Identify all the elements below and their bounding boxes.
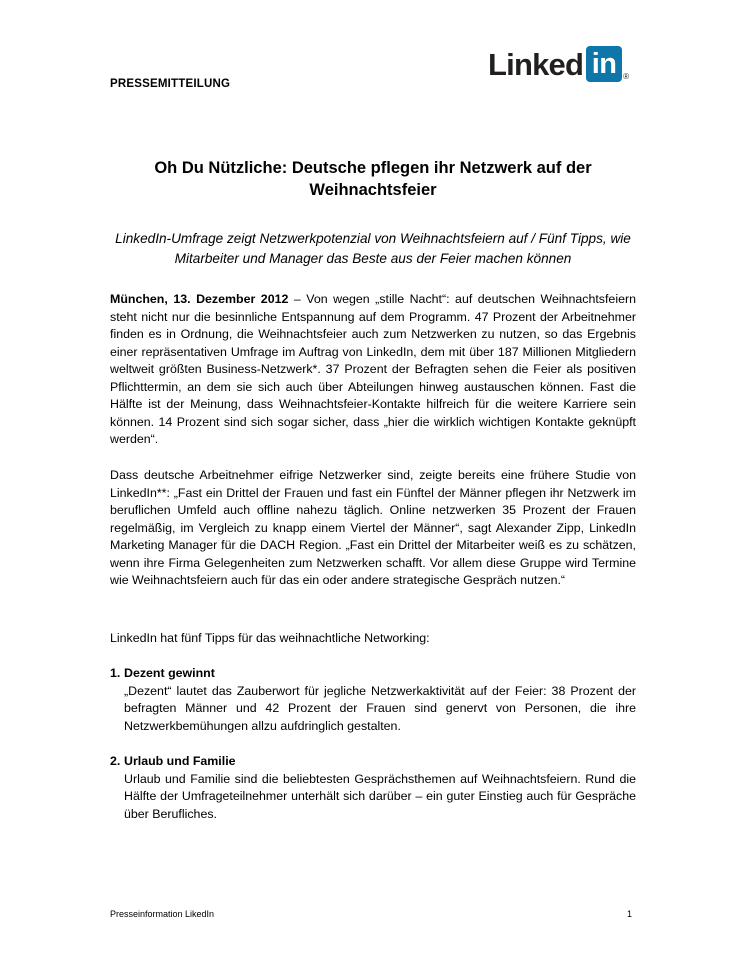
- tip-item: [110, 665, 636, 735]
- tip-body: „Dezent“ lautet das Zauberwort für jegliche Netzwerkaktivität auf der Feier: 38 Prozent der befragten Männer und 42 Prozent der Frauen sind genervt von Personen, die ihre Netzwerkbemühungen allzu aufdringlich gestalten.: [124, 683, 636, 733]
- tip-item: [110, 753, 636, 823]
- tip-heading-row: [110, 665, 636, 683]
- document-label: PRESSEMITTEILUNG: [110, 78, 231, 90]
- logo-wordmark: Linked: [488, 47, 584, 82]
- tips-intro: LinkedIn hat fünf Tipps für das weihnachtliche Networking:: [110, 631, 430, 645]
- tip-heading: Dezent gewinnt: [124, 666, 215, 680]
- page-title: Oh Du Nützliche: Deutsche pflegen ihr Netzwerk auf der Weihnachtsfeier: [154, 159, 592, 199]
- logo-in-box: in: [586, 46, 622, 82]
- page-number: 1: [627, 909, 633, 919]
- tip-body: Urlaub und Familie sind die beliebtesten Gesprächsthemen auf Weihnachtsfeiern. Rund die Hälfte der Umfrageteilnehmer unterhält sich darüber – ein guter Einstieg auch für Gespräche über Berufliches.: [124, 771, 636, 821]
- tip-number: 1.: [110, 666, 121, 680]
- tip-number: 2.: [110, 754, 121, 768]
- intro-paragraph: [110, 291, 636, 449]
- linkedin-logo: [488, 42, 629, 82]
- tip-heading-row: [110, 753, 636, 771]
- tip-heading: Urlaub und Familie: [124, 754, 236, 768]
- logo-registered-mark: ®: [623, 72, 630, 81]
- intro-text: – Von wegen „stille Nacht“: auf deutschen Weihnachtsfeiern steht nicht nur die besinnliche Entspannung auf dem Programm. 47 Prozent der Arbeitnehmer finden es in Ordnung, die Weihnachtsfeier auch zum Netzwerken zu nutzen, so das Ergebnis einer repräsentativen Umfrage im Auftrag von LinkedIn, dem mit über 187 Millionen Mitgliedern weltweit größten Business-Netzwerk*. 37 Prozent der Befragten sehen die Feier als positiven Pflichttermin, an dem sie sich auch über Abteilungen hinweg austauschen können. Fast die Hälfte ist der Meinung, dass Weihnachtsfeier-Kontakte hilfreich für die weitere Karriere sein können. 14 Prozent sind sich sogar sicher, dass „hier die wirklich wichtigen Kontakte geknüpft werden“.: [110, 292, 636, 446]
- page-subtitle: LinkedIn-Umfrage zeigt Netzwerkpotenzial von Weihnachtsfeiern auf / Fünf Tipps, wie Mitarbeiter und Manager das Beste aus der Feier machen können: [115, 231, 631, 266]
- dateline: München, 13. Dezember 2012: [110, 292, 289, 306]
- footer-label: Presseinformation LikedIn: [110, 909, 215, 919]
- study-paragraph: Dass deutsche Arbeitnehmer eifrige Netzwerker sind, zeigte bereits eine frühere Studie von LinkedIn**: „Fast ein Drittel der Frauen und fast ein Fünftel der Männer pflegen ihr Netzwerk im beruflichen Umfeld auch offline nahezu täglich. Online netzwerken 35 Prozent der Frauen regelmäßig, im Vergleich zu knapp einem Viertel der Männer“, sagt Alexander Zipp, LinkedIn Marketing Manager für die DACH Region. „Fast ein Drittel der Mitarbeiter weiß es zu schätzen, wenn ihre Firma Gelegenheiten zum Netzwerken schafft. Vor allem diese Gruppe wird Termine wie Weihnachtsfeiern auch für das ein oder andere strategische Gespräch nutzen.“: [110, 468, 636, 587]
